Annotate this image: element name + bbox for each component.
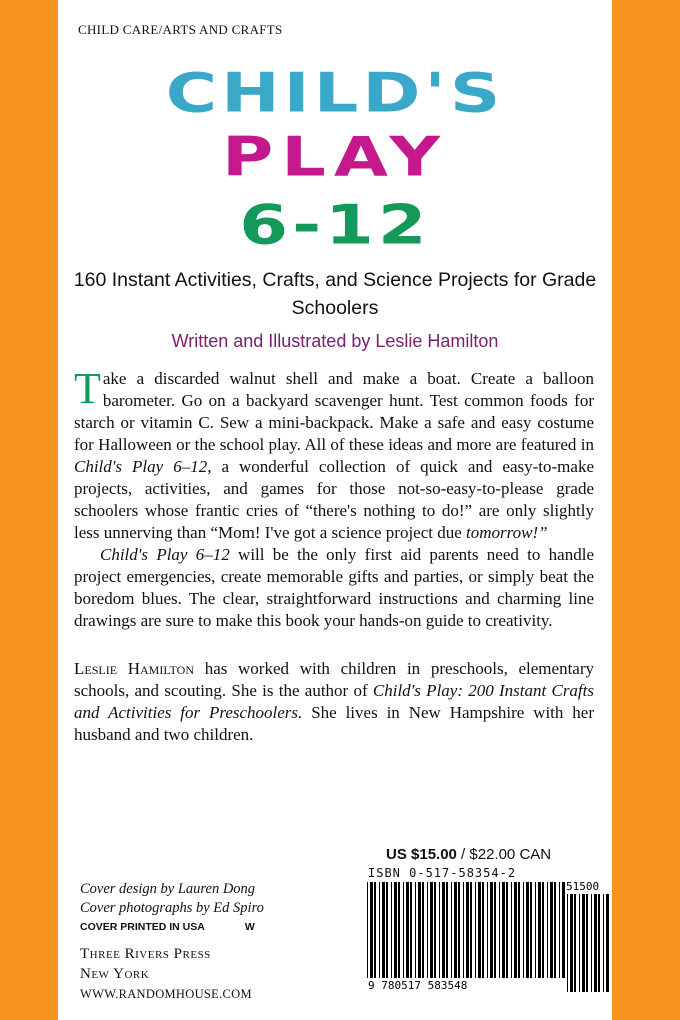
barcode-bar <box>427 882 428 978</box>
book-title: Child's Play 6–12, <box>74 457 212 476</box>
description-paragraph-2 <box>74 544 594 632</box>
barcode-bar <box>559 882 560 978</box>
barcode-bar <box>567 894 568 992</box>
barcode-bar <box>547 882 548 978</box>
barcode-bar <box>391 882 392 978</box>
description-text-run: ake a discarded walnut shell and make a boat. Create a balloon barometer. Go on a backyard scavenger hunt. Test common foods for starch or vitamin C. Sew a mini-backpack. Make a safe and easy costume for Halloween or the school play. All of these ideas and more are featured in <box>74 369 594 454</box>
drop-cap: T <box>74 364 101 413</box>
barcode-bar <box>499 882 500 978</box>
barcode-bar <box>482 882 484 978</box>
barcode-bar <box>418 882 421 978</box>
publisher-name: Three Rivers Press <box>80 946 211 962</box>
barcode-bar <box>603 894 604 992</box>
barcode-bar <box>386 882 388 978</box>
isbn-barcode <box>366 880 566 992</box>
barcode-bar <box>466 882 469 978</box>
description-text <box>74 364 595 746</box>
title-line-1: CHILD'S <box>165 61 505 125</box>
publisher-url: WWW.RANDOMHOUSE.COM <box>80 987 252 1001</box>
barcode-bar <box>487 882 488 978</box>
barcode-bar <box>535 882 536 978</box>
barcode-bar <box>370 882 373 978</box>
barcode-bar <box>410 882 412 978</box>
emphasis: tomorrow!” <box>466 523 548 542</box>
price-code: 51500 <box>566 880 600 893</box>
barcode-bar <box>470 882 472 978</box>
barcode-bar <box>518 882 520 978</box>
price-can: / $22.00 CAN <box>456 846 552 863</box>
isbn: ISBN 0-517-58354-2 <box>368 866 517 880</box>
printed-mark: W <box>244 921 255 933</box>
barcode-bar <box>523 882 524 978</box>
barcode-bar <box>591 894 592 992</box>
barcode-bar <box>446 882 448 978</box>
barcode-bar <box>430 882 433 978</box>
printed-note <box>80 921 255 933</box>
barcode-bar <box>579 894 580 992</box>
description-text-run: a wonderful collection of quick and easy-to-make projects, activities, and games for those not-so-easy-to-please grade schoolers whose frantic cries of “there's nothing to do!” are only slightly less unnerving than “Mom! I've got a science project due <box>74 457 595 542</box>
barcode-bar <box>406 882 409 978</box>
bio-text-run: has worked with children in preschools, elementary schools, and scouting. She is the author of <box>74 659 595 700</box>
barcode-bar <box>494 882 496 978</box>
barcode-bar <box>422 882 424 978</box>
author-name: Leslie Hamilton <box>74 659 195 678</box>
barcode-bar <box>586 894 588 992</box>
printed-label: COVER PRINTED IN USA <box>80 921 205 933</box>
title-line-3: 6-12 <box>239 193 431 257</box>
publisher-city: New York <box>80 966 150 982</box>
description-text-run: will be the only first aid parents need to handle project emergencies, create memorable gifts and parties, or simply beat the boredom blues. The clear, straightforward instructions and charming line drawings are sure to make this book your hands-on guide to creativity. <box>74 545 594 630</box>
barcode-bar <box>582 894 585 992</box>
barcode-bar <box>530 882 532 978</box>
barcode-bar <box>550 882 553 978</box>
ean-number: 9 780517 583548 <box>368 979 468 992</box>
barcode-bar <box>598 894 600 992</box>
barcode-bar <box>451 882 452 978</box>
cover-design-credit: Cover design by Lauren Dong <box>80 881 256 897</box>
barcode-bar <box>574 894 576 992</box>
category-label: CHILD CARE/ARTS AND CRAFTS <box>78 22 283 37</box>
barcode-bar <box>514 882 517 978</box>
cover-credits <box>80 880 264 918</box>
barcode-bar <box>490 882 493 978</box>
barcode-bar <box>458 882 460 978</box>
barcode-bar <box>594 894 597 992</box>
description-paragraph-1 <box>74 364 595 544</box>
barcode-bar <box>463 882 464 978</box>
barcode-bar <box>475 882 476 978</box>
book-title: Child's Play 6–12 <box>100 545 230 564</box>
barcode-bar <box>511 882 512 978</box>
barcode-bar <box>434 882 436 978</box>
back-cover-panel <box>58 0 612 1020</box>
byline: Written and Illustrated by Leslie Hamilton <box>171 331 499 351</box>
publisher <box>80 944 211 984</box>
barcode-bar <box>570 894 573 992</box>
cover-photo-credit: Cover photographs by Ed Spiro <box>80 900 264 916</box>
barcode-bar <box>506 882 508 978</box>
barcode-bar <box>542 882 544 978</box>
barcode-bar <box>442 882 445 978</box>
barcode-bar <box>606 894 609 992</box>
barcode-bar <box>538 882 541 978</box>
subtitle: 160 Instant Activities, Crafts, and Science Projects for Grade Schoolers <box>73 269 597 319</box>
author-bio <box>74 658 594 746</box>
barcode-bar <box>562 882 565 978</box>
title-line-2: PLAY <box>221 125 449 189</box>
price <box>386 846 551 863</box>
barcode-bar <box>394 882 397 978</box>
barcode-bar <box>367 882 368 978</box>
barcode-bar <box>398 882 400 978</box>
barcode-bar <box>415 882 416 978</box>
barcode-bar <box>382 882 385 978</box>
bio-text-run: She lives in New Hampshire with her husband and two children. <box>74 703 595 744</box>
barcode-bar <box>454 882 457 978</box>
book-title: Child's Play: 200 Instant Crafts and Activities for Preschoolers. <box>74 681 594 722</box>
price-us: US $15.00 <box>386 846 457 863</box>
barcode-bar <box>478 882 481 978</box>
barcode-bar <box>374 882 376 978</box>
barcode-bar <box>502 882 505 978</box>
barcode-bar <box>554 882 556 978</box>
barcode-bar <box>439 882 440 978</box>
barcode-bar <box>379 882 380 978</box>
price-barcode <box>566 880 610 992</box>
barcode-bar <box>526 882 529 978</box>
barcode-bar <box>403 882 404 978</box>
